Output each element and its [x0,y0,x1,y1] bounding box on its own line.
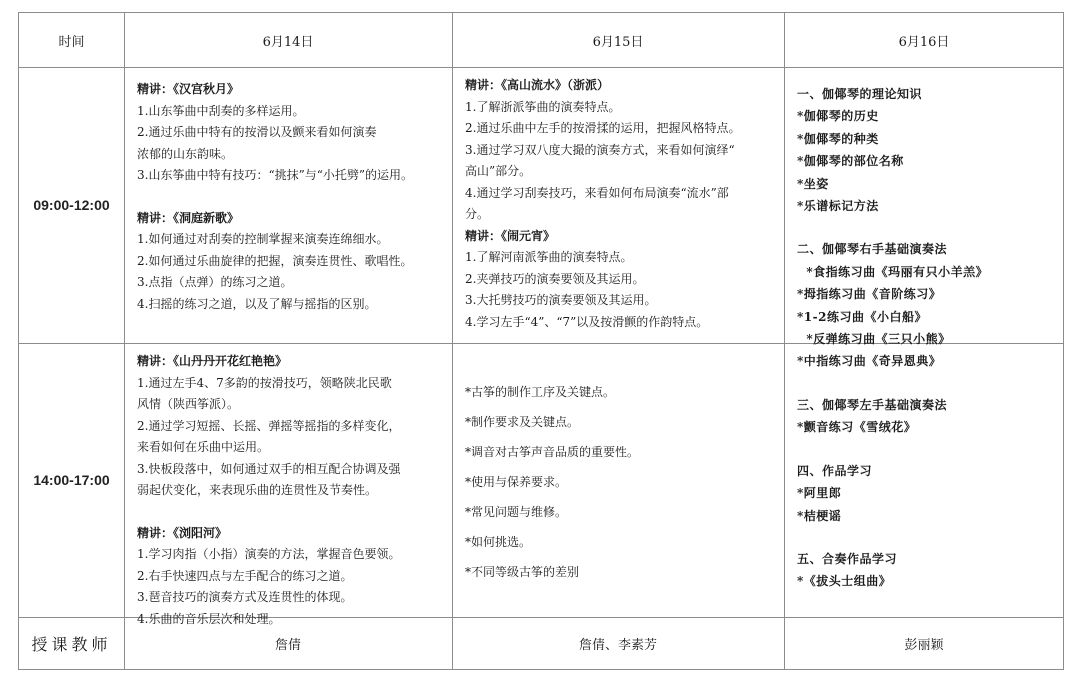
list-item: 精讲：《浏阳河》 [137,525,228,540]
list-item: 二、伽倻琴右手基础演奏法 [797,242,948,257]
list-item: 3.快板段落中，如何通过双手的相互配合协调及强 [137,461,401,476]
list-item: 3.点指（点弹）的练习之道。 [137,275,293,289]
list-item: 来看如何在乐曲中运用。 [137,440,270,454]
list-item: 一、伽倻琴的理论知识 [797,87,923,101]
header-day2: 6月15日 [592,34,644,50]
list-item: *调音对古筝声音品质的重要性。 [465,445,640,459]
list-item: 精讲：《汉宫秋月》 [137,82,240,96]
spacer [797,217,1063,238]
list-item: *如何挑选。 [465,535,532,549]
list-item: 高山”部分。 [465,164,532,178]
footer-teacher-day1: 詹倩 [274,637,301,653]
day3-content [785,83,1063,593]
list-item: 3.大托劈技巧的演奏要领及其运用。 [465,293,657,307]
list-item: 浓郁的山东韵味。 [137,146,234,161]
footer-teacher-day2: 詹倩、李素芳 [578,637,657,653]
list-item: *1-2练习曲《小白船》 [797,309,927,324]
list-item: *拇指练习曲《音阶练习》 [797,287,942,302]
list-item: *伽倻琴的部位名称 [797,154,904,169]
list-item: 1.学习肉指（小指）演奏的方法，掌握音色要领。 [137,547,401,561]
header-day1: 6月14日 [262,34,314,50]
list-item: 1.如何通过对刮奏的控制掌握来演奏连绵细水。 [137,232,389,246]
list-item: *古筝的制作工序及关键点。 [465,385,616,399]
list-item: *坐姿 [797,176,829,191]
list-item: 3.山东筝曲中特有技巧：“挑抹”与“小托劈”的运用。 [137,168,413,182]
day1-afternoon-content [125,351,451,630]
list-item: *食指练习曲《玛丽有只小羊羔》 [797,264,989,279]
list-item: *反弹练习曲《三只小熊》 [797,332,951,347]
list-item: 精讲：《洞庭新歌》 [137,210,240,225]
header-day3: 6月16日 [898,34,950,50]
list-item: 2.通过乐曲中左手的按滑揉的运用，把握风格特点。 [465,121,741,135]
list-item: 风情（陕西筝派）。 [137,397,240,411]
time-morning: 09:00-12:00 [33,197,110,213]
list-item: 4.通过学习刮奏技巧，来看如何布局演奏“流水”部 [465,185,729,200]
list-item: 弱起伏变化，来表现乐曲的连贯性及节奏性。 [137,483,378,497]
time-afternoon: 14:00-17:00 [33,472,110,488]
list-item: 精讲：《山丹丹开花红艳艳》 [137,354,288,368]
list-item: 1.通过左手4、7多韵的按滑技巧，领略陕北民歌 [137,375,392,390]
list-item: 2.通过学习短摇、长摇、弹摇等摇指的多样变化， [137,418,401,433]
footer-label: 授课教师 [31,634,112,654]
day2-afternoon-content [453,377,783,587]
list-item: 2.如何通过乐曲旋律的把握，演奏连贯性、歌唱性。 [137,253,413,268]
spacer [797,439,1063,460]
list-item: 三、伽倻琴左手基础演奏法 [797,397,948,412]
list-item: *《拔头士组曲》 [797,574,892,589]
list-item: 2.右手快速四点与左手配合的练习之道。 [137,568,353,583]
list-item: *颤音练习《雪绒花》 [797,420,917,435]
list-item: *伽倻琴的历史 [797,109,879,124]
list-item: *常见问题与维修。 [465,505,568,519]
list-item: *乐谱标记方法 [797,199,879,214]
list-item: 3.通过学习双八度大撮的演奏方式，来看如何演绎“ [465,142,735,157]
list-item: *伽倻琴的种类 [797,131,879,146]
list-item: 1.了解河南派筝曲的演奏特点。 [465,250,633,264]
list-item: 2.夹弹技巧的演奏要领及其运用。 [465,271,645,286]
list-item: *中指练习曲《奇异恩典》 [797,354,942,369]
list-item: 1.了解浙派筝曲的演奏特点。 [465,99,621,114]
list-item: 四、作品学习 [797,463,873,478]
header-time: 时间 [58,34,85,50]
list-item: *制作要求及关键点。 [465,415,580,429]
spacer [797,373,1063,394]
list-item: 精讲：《高山流水》（浙派） [465,78,610,92]
list-item: 4.学习左手“4”、“7”以及按滑颤的作韵特点。 [465,314,709,329]
list-item: *使用与保养要求。 [465,475,568,489]
spacer [137,502,451,523]
list-item: 3.琶音技巧的演奏方式及连贯性的体现。 [137,590,353,604]
row-divider [19,67,1063,68]
list-item: 精讲：《闹元宵》 [465,228,556,243]
list-item: *桔梗谣 [797,508,842,523]
schedule-table [18,12,1064,670]
list-item: 4.扫摇的练习之道，以及了解与摇指的区别。 [137,296,377,311]
day2-morning-content [453,75,783,333]
list-item: 4.乐曲的音乐层次和处理。 [137,611,281,626]
day1-morning-content [125,79,451,315]
list-item: 1.山东筝曲中刮奏的多样运用。 [137,103,305,118]
list-item: 分。 [465,207,490,221]
list-item: *不同等级古筝的差别 [465,565,580,579]
spacer [137,187,451,208]
list-item: 2.通过乐曲中特有的按滑以及颤来看如何演奏 [137,125,377,139]
list-item: *阿里郎 [797,486,842,501]
list-item: 五、合奏作品学习 [797,551,898,566]
spacer [797,527,1063,548]
footer-teacher-day3: 彭丽颖 [904,637,944,653]
